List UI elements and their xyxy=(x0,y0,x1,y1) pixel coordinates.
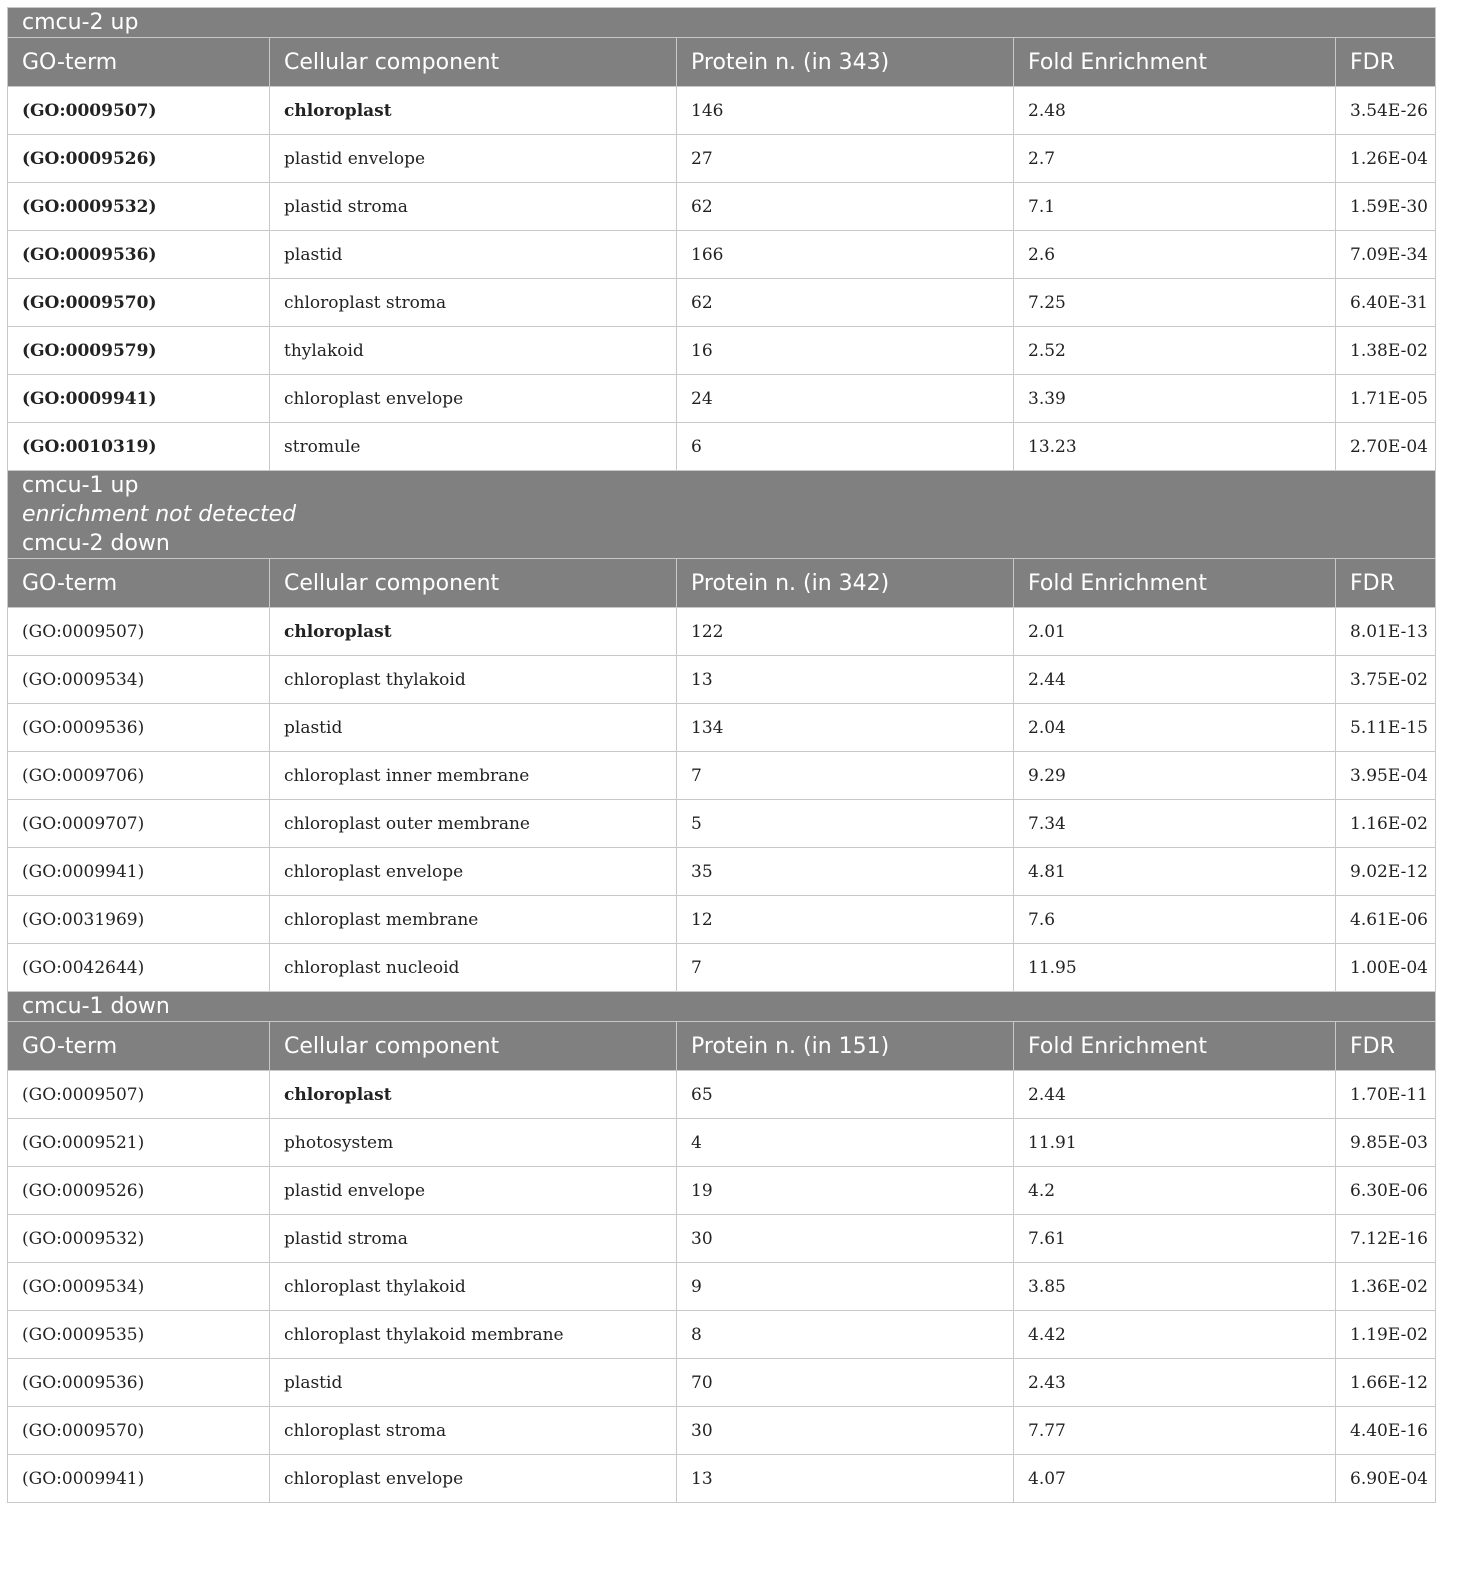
header-fdr: FDR xyxy=(1336,1022,1436,1071)
cell-fdr: 3.95E-04 xyxy=(1336,752,1436,800)
cell-go-term: (GO:0009507) xyxy=(8,608,270,656)
header-fdr: FDR xyxy=(1336,38,1436,87)
table-row xyxy=(8,279,1436,327)
cell-fdr: 6.40E-31 xyxy=(1336,279,1436,327)
cell-cellular-component: chloroplast xyxy=(270,608,677,656)
cell-fold-enrichment: 2.44 xyxy=(1014,1071,1336,1119)
header-cellular-component: Cellular component xyxy=(270,38,677,87)
go-enrichment-table-body xyxy=(8,8,1436,1503)
table-row xyxy=(8,183,1436,231)
cell-cellular-component: plastid xyxy=(270,231,677,279)
cell-go-term: (GO:0009507) xyxy=(8,1071,270,1119)
section-title-line: cmcu-2 up xyxy=(22,10,139,35)
cell-cellular-component: chloroplast thylakoid membrane xyxy=(270,1311,677,1359)
cell-cellular-component: plastid stroma xyxy=(270,1215,677,1263)
cell-fold-enrichment: 7.1 xyxy=(1014,183,1336,231)
cell-go-term: (GO:0009507) xyxy=(8,87,270,135)
cell-cellular-component: chloroplast thylakoid xyxy=(270,656,677,704)
cell-fdr: 4.61E-06 xyxy=(1336,896,1436,944)
cell-protein-count: 19 xyxy=(677,1167,1014,1215)
cell-protein-count: 62 xyxy=(677,183,1014,231)
cell-protein-count: 6 xyxy=(677,423,1014,471)
table-row xyxy=(8,231,1436,279)
cell-protein-count: 9 xyxy=(677,1263,1014,1311)
cell-fdr: 1.70E-11 xyxy=(1336,1071,1436,1119)
cell-protein-count: 70 xyxy=(677,1359,1014,1407)
cell-go-term: (GO:0009941) xyxy=(8,375,270,423)
cell-fdr: 5.11E-15 xyxy=(1336,704,1436,752)
cell-fold-enrichment: 2.43 xyxy=(1014,1359,1336,1407)
column-header-row xyxy=(8,559,1436,608)
cell-cellular-component: chloroplast outer membrane xyxy=(270,800,677,848)
go-enrichment-table xyxy=(7,7,1436,1503)
cell-protein-count: 146 xyxy=(677,87,1014,135)
cell-cellular-component: thylakoid xyxy=(270,327,677,375)
section-note: enrichment not detected xyxy=(22,502,297,527)
section-title-line: cmcu-2 down xyxy=(22,531,170,556)
cell-fdr: 8.01E-13 xyxy=(1336,608,1436,656)
cell-fold-enrichment: 13.23 xyxy=(1014,423,1336,471)
cell-fdr: 3.75E-02 xyxy=(1336,656,1436,704)
table-row xyxy=(8,1455,1436,1503)
cell-go-term: (GO:0009526) xyxy=(8,1167,270,1215)
cell-protein-count: 4 xyxy=(677,1119,1014,1167)
cell-go-term: (GO:0009534) xyxy=(8,1263,270,1311)
cell-go-term: (GO:0042644) xyxy=(8,944,270,992)
cell-fold-enrichment: 2.44 xyxy=(1014,656,1336,704)
cell-cellular-component: chloroplast stroma xyxy=(270,279,677,327)
cell-cellular-component: chloroplast membrane xyxy=(270,896,677,944)
cell-fold-enrichment: 2.04 xyxy=(1014,704,1336,752)
cell-go-term: (GO:0031969) xyxy=(8,896,270,944)
cell-fold-enrichment: 4.2 xyxy=(1014,1167,1336,1215)
cell-fold-enrichment: 7.77 xyxy=(1014,1407,1336,1455)
cell-fold-enrichment: 3.39 xyxy=(1014,375,1336,423)
table-row xyxy=(8,1119,1436,1167)
cell-protein-count: 13 xyxy=(677,1455,1014,1503)
section-title-row xyxy=(8,471,1436,559)
cell-fdr: 2.70E-04 xyxy=(1336,423,1436,471)
cell-protein-count: 30 xyxy=(677,1215,1014,1263)
cell-fdr: 9.85E-03 xyxy=(1336,1119,1436,1167)
section-title xyxy=(8,992,1436,1022)
cell-go-term: (GO:0009535) xyxy=(8,1311,270,1359)
cell-protein-count: 134 xyxy=(677,704,1014,752)
cell-cellular-component: plastid envelope xyxy=(270,135,677,183)
table-row xyxy=(8,1359,1436,1407)
section-title xyxy=(8,471,1436,559)
cell-go-term: (GO:0009526) xyxy=(8,135,270,183)
table-row xyxy=(8,1071,1436,1119)
cell-go-term: (GO:0009532) xyxy=(8,183,270,231)
cell-fdr: 3.54E-26 xyxy=(1336,87,1436,135)
cell-cellular-component: chloroplast envelope xyxy=(270,1455,677,1503)
cell-protein-count: 8 xyxy=(677,1311,1014,1359)
cell-fold-enrichment: 2.48 xyxy=(1014,87,1336,135)
cell-fold-enrichment: 7.25 xyxy=(1014,279,1336,327)
cell-protein-count: 24 xyxy=(677,375,1014,423)
cell-cellular-component: chloroplast envelope xyxy=(270,375,677,423)
table-row xyxy=(8,1167,1436,1215)
cell-go-term: (GO:0009534) xyxy=(8,656,270,704)
table-row xyxy=(8,800,1436,848)
cell-go-term: (GO:0009536) xyxy=(8,231,270,279)
header-go-term: GO-term xyxy=(8,559,270,608)
section-title-line: cmcu-1 down xyxy=(22,994,170,1019)
cell-fdr: 1.71E-05 xyxy=(1336,375,1436,423)
table-row xyxy=(8,87,1436,135)
cell-go-term: (GO:0009532) xyxy=(8,1215,270,1263)
cell-go-term: (GO:0009579) xyxy=(8,327,270,375)
cell-protein-count: 35 xyxy=(677,848,1014,896)
cell-fdr: 4.40E-16 xyxy=(1336,1407,1436,1455)
table-row xyxy=(8,1263,1436,1311)
cell-go-term: (GO:0009941) xyxy=(8,848,270,896)
cell-fold-enrichment: 4.42 xyxy=(1014,1311,1336,1359)
table-row xyxy=(8,896,1436,944)
cell-go-term: (GO:0009536) xyxy=(8,704,270,752)
cell-fold-enrichment: 2.7 xyxy=(1014,135,1336,183)
column-header-row xyxy=(8,38,1436,87)
cell-protein-count: 166 xyxy=(677,231,1014,279)
cell-fold-enrichment: 7.6 xyxy=(1014,896,1336,944)
cell-fold-enrichment: 11.95 xyxy=(1014,944,1336,992)
cell-cellular-component: plastid envelope xyxy=(270,1167,677,1215)
cell-fold-enrichment: 7.34 xyxy=(1014,800,1336,848)
cell-protein-count: 62 xyxy=(677,279,1014,327)
cell-cellular-component: plastid xyxy=(270,1359,677,1407)
table-row xyxy=(8,704,1436,752)
cell-fold-enrichment: 2.01 xyxy=(1014,608,1336,656)
cell-fdr: 9.02E-12 xyxy=(1336,848,1436,896)
section-title-row xyxy=(8,8,1436,38)
table-row xyxy=(8,1311,1436,1359)
section-title-line: cmcu-1 up xyxy=(22,473,139,498)
header-protein-count: Protein n. (in 342) xyxy=(677,559,1014,608)
cell-cellular-component: chloroplast envelope xyxy=(270,848,677,896)
header-protein-count: Protein n. (in 151) xyxy=(677,1022,1014,1071)
cell-cellular-component: chloroplast nucleoid xyxy=(270,944,677,992)
cell-fdr: 1.26E-04 xyxy=(1336,135,1436,183)
cell-cellular-component: chloroplast xyxy=(270,1071,677,1119)
cell-protein-count: 7 xyxy=(677,752,1014,800)
header-fdr: FDR xyxy=(1336,559,1436,608)
header-fold-enrichment: Fold Enrichment xyxy=(1014,38,1336,87)
table-row xyxy=(8,656,1436,704)
cell-go-term: (GO:0009941) xyxy=(8,1455,270,1503)
cell-cellular-component: plastid xyxy=(270,704,677,752)
section-title xyxy=(8,8,1436,38)
header-go-term: GO-term xyxy=(8,1022,270,1071)
cell-go-term: (GO:0009570) xyxy=(8,279,270,327)
cell-protein-count: 27 xyxy=(677,135,1014,183)
cell-cellular-component: chloroplast stroma xyxy=(270,1407,677,1455)
table-row xyxy=(8,1215,1436,1263)
cell-go-term: (GO:0009536) xyxy=(8,1359,270,1407)
cell-cellular-component: chloroplast inner membrane xyxy=(270,752,677,800)
cell-fold-enrichment: 3.85 xyxy=(1014,1263,1336,1311)
cell-fdr: 1.36E-02 xyxy=(1336,1263,1436,1311)
cell-fold-enrichment: 2.52 xyxy=(1014,327,1336,375)
cell-fdr: 6.90E-04 xyxy=(1336,1455,1436,1503)
cell-cellular-component: chloroplast xyxy=(270,87,677,135)
cell-fold-enrichment: 7.61 xyxy=(1014,1215,1336,1263)
table-row xyxy=(8,1407,1436,1455)
cell-protein-count: 7 xyxy=(677,944,1014,992)
cell-fdr: 1.16E-02 xyxy=(1336,800,1436,848)
cell-go-term: (GO:0009706) xyxy=(8,752,270,800)
cell-protein-count: 30 xyxy=(677,1407,1014,1455)
cell-fdr: 7.09E-34 xyxy=(1336,231,1436,279)
cell-go-term: (GO:0009707) xyxy=(8,800,270,848)
table-row xyxy=(8,135,1436,183)
cell-fold-enrichment: 2.6 xyxy=(1014,231,1336,279)
cell-fdr: 1.66E-12 xyxy=(1336,1359,1436,1407)
cell-fdr: 1.19E-02 xyxy=(1336,1311,1436,1359)
cell-protein-count: 65 xyxy=(677,1071,1014,1119)
cell-go-term: (GO:0009570) xyxy=(8,1407,270,1455)
table-row xyxy=(8,848,1436,896)
cell-fdr: 1.38E-02 xyxy=(1336,327,1436,375)
cell-fdr: 6.30E-06 xyxy=(1336,1167,1436,1215)
column-header-row xyxy=(8,1022,1436,1071)
table-row xyxy=(8,608,1436,656)
header-go-term: GO-term xyxy=(8,38,270,87)
cell-fdr: 7.12E-16 xyxy=(1336,1215,1436,1263)
cell-cellular-component: photosystem xyxy=(270,1119,677,1167)
table-row xyxy=(8,375,1436,423)
header-cellular-component: Cellular component xyxy=(270,1022,677,1071)
cell-protein-count: 122 xyxy=(677,608,1014,656)
cell-fdr: 1.59E-30 xyxy=(1336,183,1436,231)
cell-cellular-component: stromule xyxy=(270,423,677,471)
cell-fold-enrichment: 4.81 xyxy=(1014,848,1336,896)
cell-protein-count: 16 xyxy=(677,327,1014,375)
header-protein-count: Protein n. (in 343) xyxy=(677,38,1014,87)
cell-cellular-component: chloroplast thylakoid xyxy=(270,1263,677,1311)
cell-fold-enrichment: 9.29 xyxy=(1014,752,1336,800)
table-row xyxy=(8,327,1436,375)
cell-protein-count: 5 xyxy=(677,800,1014,848)
cell-cellular-component: plastid stroma xyxy=(270,183,677,231)
cell-go-term: (GO:0010319) xyxy=(8,423,270,471)
table-row xyxy=(8,423,1436,471)
header-cellular-component: Cellular component xyxy=(270,559,677,608)
header-fold-enrichment: Fold Enrichment xyxy=(1014,1022,1336,1071)
cell-go-term: (GO:0009521) xyxy=(8,1119,270,1167)
cell-fold-enrichment: 4.07 xyxy=(1014,1455,1336,1503)
cell-protein-count: 12 xyxy=(677,896,1014,944)
cell-protein-count: 13 xyxy=(677,656,1014,704)
cell-fdr: 1.00E-04 xyxy=(1336,944,1436,992)
cell-fold-enrichment: 11.91 xyxy=(1014,1119,1336,1167)
table-row xyxy=(8,752,1436,800)
header-fold-enrichment: Fold Enrichment xyxy=(1014,559,1336,608)
section-title-row xyxy=(8,992,1436,1022)
table-row xyxy=(8,944,1436,992)
